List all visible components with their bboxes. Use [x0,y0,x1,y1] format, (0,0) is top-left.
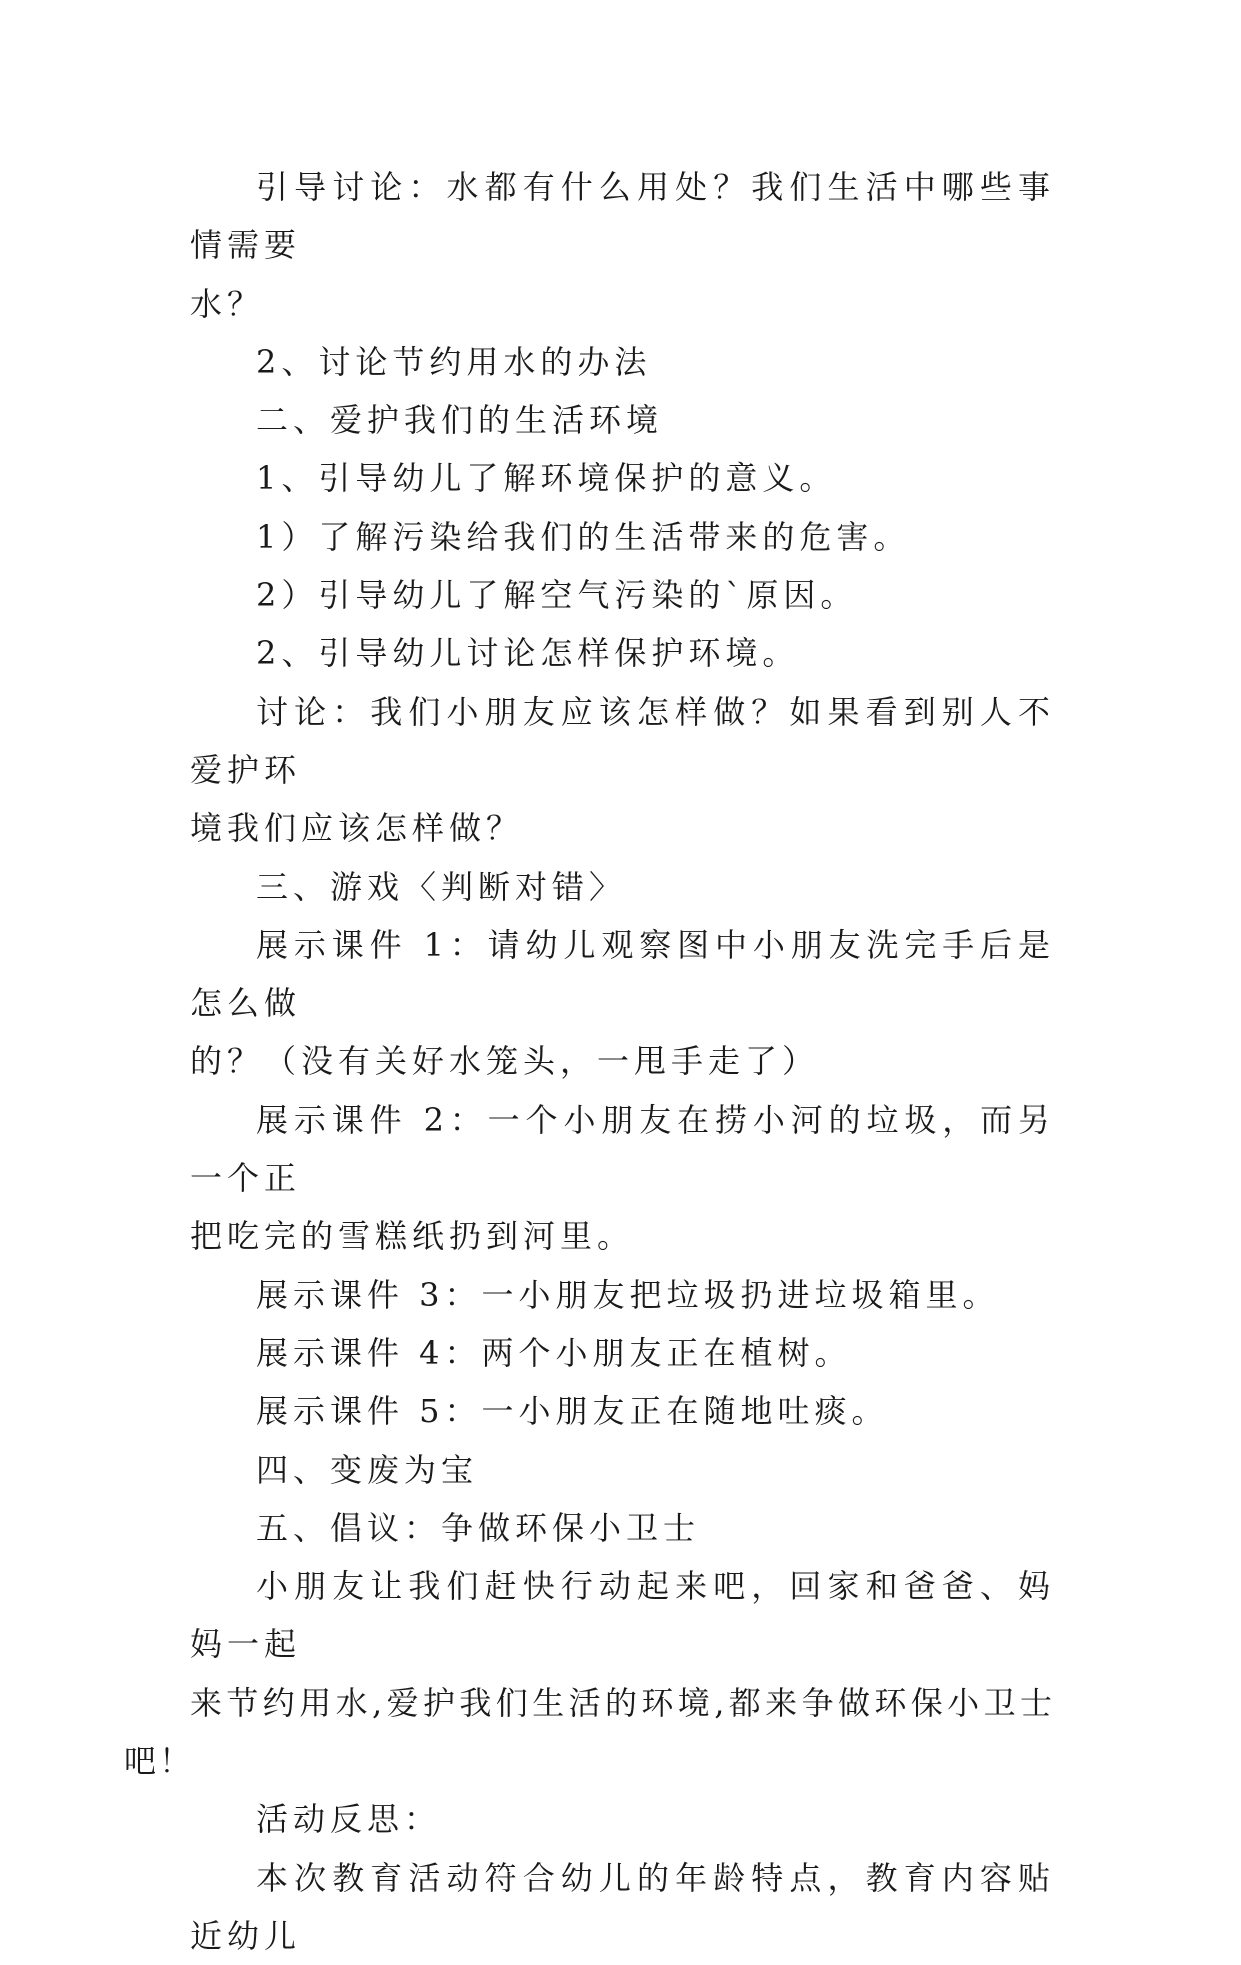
section-heading [190,391,1055,449]
text-line: 四、变废为宝 [256,1450,479,1489]
paragraph [190,1091,1055,1266]
text-line: 展示课件 5：一小朋友正在随地吐痰。 [256,1392,889,1431]
text-line: 小朋友让我们赶快行动起来吧，回家和爸爸、妈妈一起 [190,1567,1055,1664]
paragraph [190,1849,1055,1965]
paragraph [190,1382,1055,1440]
text-line: 来节约用水,爱护我们生活的环境,都来争做环保小卫士吧！ [124,1683,1055,1781]
text-line: 二、爱护我们的生活环境 [256,401,664,440]
section-heading [190,858,1055,916]
text-line: 五、倡议：争做环保小卫士 [256,1508,701,1547]
paragraph [190,1324,1055,1382]
section-heading [190,1499,1055,1557]
paragraph [190,508,1055,566]
text-line: 活动反思： [256,1800,442,1839]
text-line: 本次教育活动符合幼儿的年龄特点，教育内容贴近幼儿 [190,1858,1055,1955]
paragraph [190,333,1055,391]
paragraph [124,1557,1055,1790]
text-line: 2、讨论节约用水的办法 [256,342,652,381]
text-line: 把吃完的雪糕纸扔到河里。 [190,1217,635,1256]
paragraph [190,449,1055,507]
paragraph [190,158,1055,333]
paragraph [190,624,1055,682]
text-line: 讨论：我们小朋友应该怎样做？如果看到别人不爱护环 [190,692,1055,789]
section-heading [190,1441,1055,1499]
document-body [124,158,1055,1965]
text-line: 水？ [190,284,265,323]
text-line: 展示课件 3：一小朋友把垃圾扔进垃圾箱里。 [256,1275,1000,1314]
text-line: 1）了解污染给我们的生活带来的危害。 [256,517,911,556]
text-line: 展示课件 1：请幼儿观察图中小朋友洗完手后是怎么做 [190,925,1055,1023]
text-line: 展示课件 2：一个小朋友在捞小河的垃圾，而另一个正 [190,1100,1055,1198]
text-line: 2、引导幼儿讨论怎样保护环境。 [256,634,800,673]
paragraph [190,566,1055,624]
text-line: 引导讨论：水都有什么用处？我们生活中哪些事情需要 [190,168,1055,265]
text-line: 1、引导幼儿了解环境保护的意义。 [256,459,837,498]
text-line: 展示课件 4：两个小朋友正在植树。 [256,1333,852,1372]
text-line: 境我们应该怎样做？ [190,809,524,848]
text-line: 三、游戏〈判断对错〉 [256,867,627,906]
paragraph [190,683,1055,858]
text-line: 2）引导幼儿了解空气污染的`原因。 [256,576,858,615]
text-line: 的？（没有关好水笼头，一甩手走了） [190,1042,820,1081]
paragraph [190,1266,1055,1324]
section-heading [190,1790,1055,1848]
paragraph [190,916,1055,1091]
